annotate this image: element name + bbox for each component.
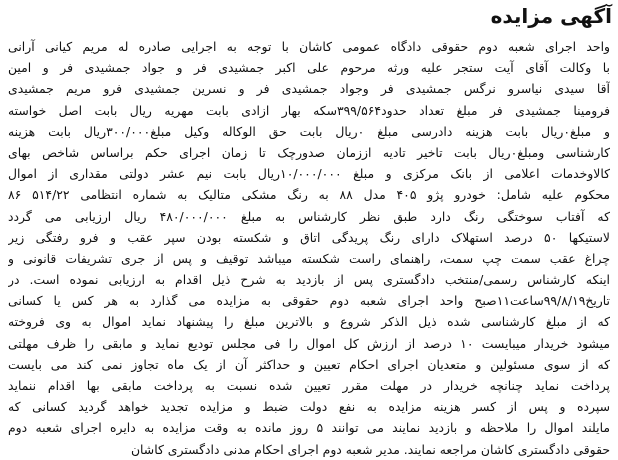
notice-line: با وکالت آقای آیت ستجر علیه ورثه مرحوم علی اکبر جمشیدی فر و جواد جمشیدی فر و امین xyxy=(8,60,610,76)
notice-line: تاریخ۹۹/۸/۱۹ساعت۱۱صبح واحد اجرای شعبه دوم حقوقی به مزایده می گذارد به هر کس یا کسانی xyxy=(8,293,610,309)
notice-line: چراغ عقب سمت چپ سمت، راهنمای راست شکسته میباشد توقیف و پس از جری تشریفات قانونی و xyxy=(8,250,610,266)
notice-line: و مبلغ۰ریال بابت هزینه دادرسی مبلغ ۰ریال بابت حق الوکاله وکیل مبلغ۳۰۰/۰۰۰ریال بابت هزینه xyxy=(8,123,610,139)
notice-line: کارشناسی ومبلغ۰ریال بابت تاخیر تادیه ازز‌مان صدورچک تا زمان اجرای حکم براساس شاخص بهای xyxy=(8,144,610,160)
notice-title: آگهی مزایده xyxy=(490,4,612,28)
notice-line: که از مبلغ کارشناسی شده ذیل الذکر شروع و بالاترین مبلغ را پیشنهاد نماید اموال به وی فروخته xyxy=(8,314,610,330)
notice-line: حقوقی دادگستری کاشان مراجعه نمایند. مدیر شعبه دوم اجرای احکام مدنی دادگستری کاشان xyxy=(130,441,610,457)
notice-line: فرومینا جمشیدی فر مبلغ تعداد حدود۳۹۹/۵۶۴سکه بهار ازادی بابت مهریه ریال بابت اصل خواسته xyxy=(8,102,610,118)
notice-body xyxy=(8,36,610,460)
notice-line: لاستیکها ۵۰ درصد استهلاک دارای رنگ پریدگی اتاق و شکسته بودن سپر عقب و فرو رفتگی زیر xyxy=(8,229,610,245)
notice-line: محکوم علیه شامل: خودرو پژو ۴۰۵ مدل ۸۸ به رنگ مشکی متالیک به شماره انتظامی ۵۱۴/۲۲ ۸۶ xyxy=(8,187,610,203)
notice-line: آقا سیدی نیاسرو نرگس جمشیدی فر وجواد جمشیدی فر و نسرین جمشیدی فرو مریم جمشیدی xyxy=(8,81,610,97)
notice-line: مایلند اموال را ملاحظه و بازدید نمایند می توانند ۵ روز مانده به وقت مزایده به دایره اجرای شعبه دوم xyxy=(8,420,610,436)
notice-line: سپرده و پس از کسر هزینه مزایده به نفع دولت ضبط و مزایده تجدید خواهد گردید کسانی که xyxy=(8,399,610,415)
notice-line: پرداخت نماید چنانچه خریدار در مهلت مقرر تعیین شده نسبت به پرداخت مابقی بها اقدام ننماید xyxy=(8,378,610,393)
notice-line: کالاوخدمات اعلامی از بانک مرکزی و مبلغ ۱۰/۰۰۰/۰۰۰ریال بابت نیم عشر دولتی مقداری از اموال xyxy=(8,166,610,182)
notice-line: اینکه کارشناس رسمی/منتخب دادگستری پس از بازدید به شرح ذیل اقدام به ارزیابی نموده است. در xyxy=(8,272,610,288)
notice-line: واحد اجرای شعبه دوم حقوقی دادگاه عمومی کاشان با توجه به اجرایی صادره له مریم کیانی آرانی xyxy=(8,39,610,54)
notice-line: که از سوی مسئولین و متعدیان اجرای احکام تعیین و حداکثر آن از یک ماه تجاوز نمی کند می بایست xyxy=(8,356,610,372)
notice-line: که آفتاب سوختگی رنگ دارد طبق نظر کارشناس به مبلغ ۴۸۰/۰۰۰/۰۰۰ ریال ارزیابی می گردد xyxy=(8,208,610,224)
notice-line: میشود خریدار میبایست ۱۰ درصد از ارزش کل اموال را فی مجلس تودیع نماید و مابقی را ظرف مهلتی xyxy=(8,335,610,351)
